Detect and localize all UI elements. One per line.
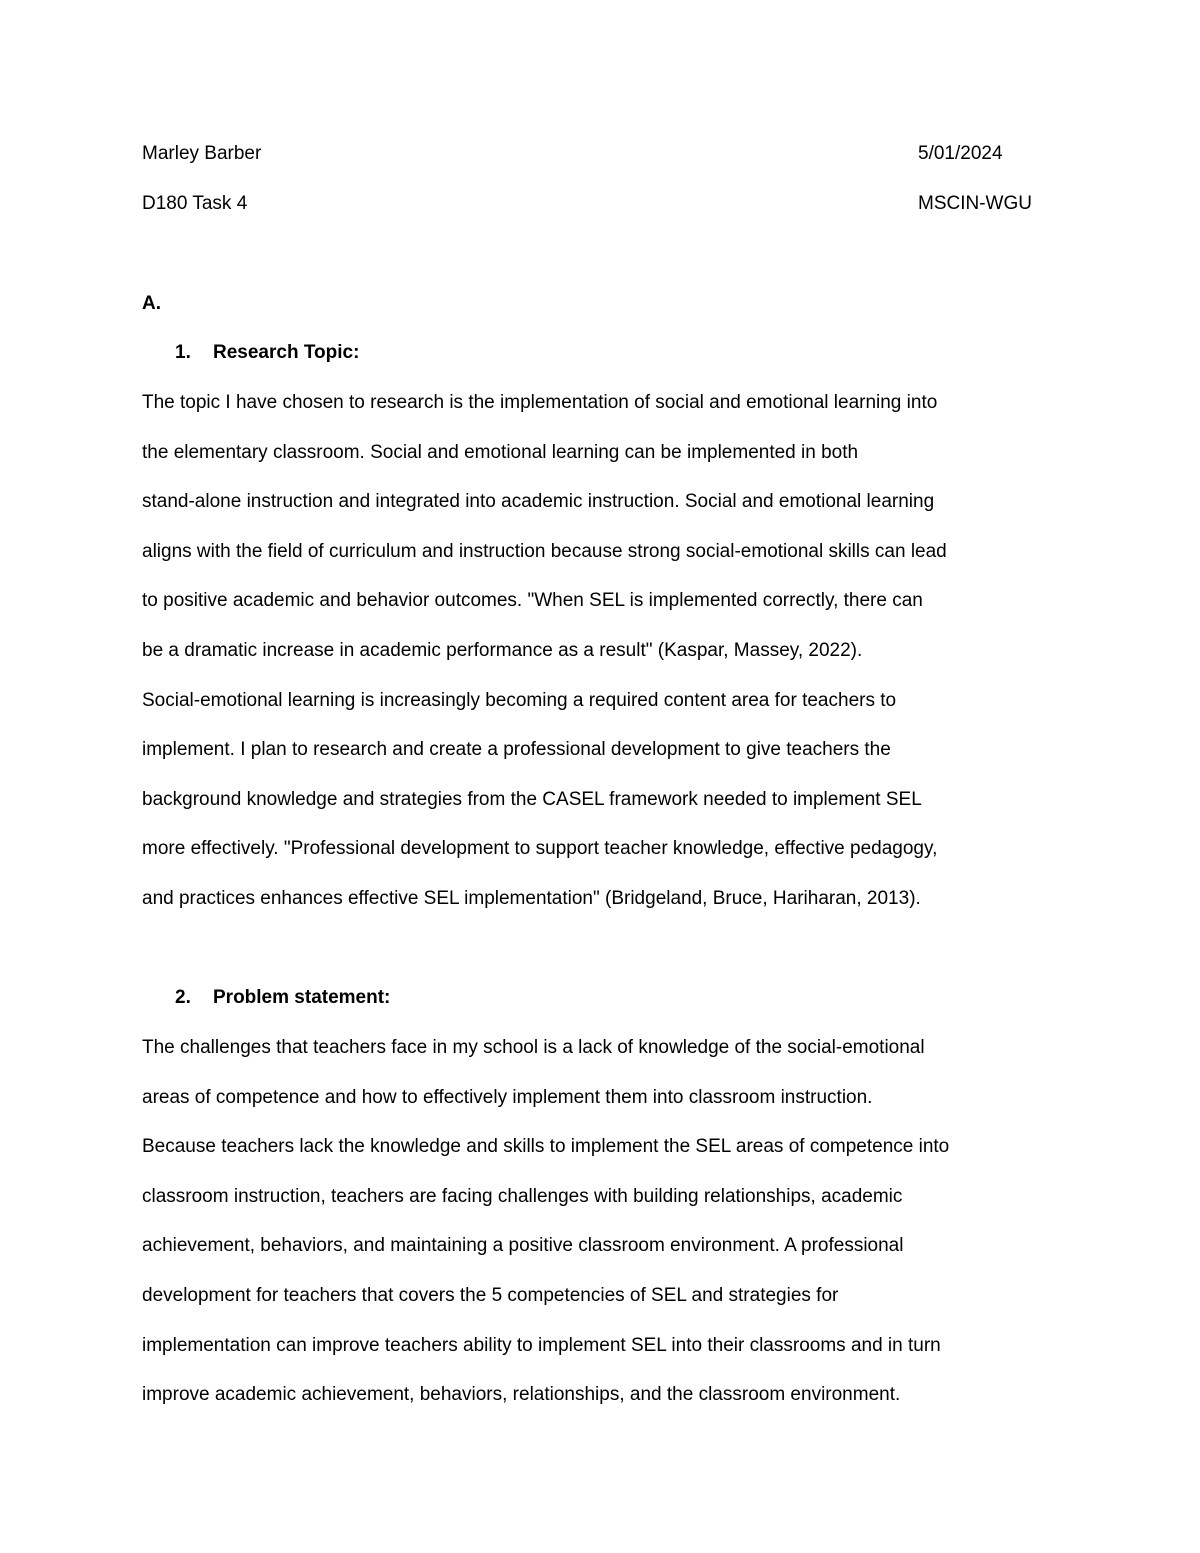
paragraph-line: more effectively. "Professional development to support teacher knowledge, effective pedagogy, bbox=[142, 838, 938, 860]
paragraph-line: background knowledge and strategies from the CASEL framework needed to implement SEL bbox=[142, 788, 922, 810]
section-letter: A. bbox=[142, 293, 161, 314]
paragraph-line: stand-alone instruction and integrated into academic instruction. Social and emotional learning bbox=[142, 491, 935, 513]
problem-statement-title: Problem statement: bbox=[213, 987, 391, 1008]
author-name: Marley Barber bbox=[142, 143, 262, 164]
paragraph-line: Social-emotional learning is increasingly becoming a required content area for teachers to bbox=[142, 689, 897, 711]
paragraph-line: improve academic achievement, behaviors, relationships, and the classroom environment. bbox=[142, 1384, 901, 1406]
paragraph-line: to positive academic and behavior outcomes. "When SEL is implemented correctly, there can bbox=[142, 590, 923, 612]
paragraph-line: areas of competence and how to effectively implement them into classroom instruction. bbox=[142, 1086, 873, 1108]
paragraph-line: implementation can improve teachers ability to implement SEL into their classrooms and in turn bbox=[142, 1334, 941, 1356]
research-topic-title: Research Topic: bbox=[213, 342, 360, 363]
paragraph-line: the elementary classroom. Social and emotional learning can be implemented in both bbox=[142, 441, 859, 463]
program-name: MSCIN-WGU bbox=[918, 193, 1032, 214]
paragraph-line: The challenges that teachers face in my school is a lack of knowledge of the social-emotional bbox=[142, 1037, 925, 1058]
paragraph-line: achievement, behaviors, and maintaining a positive classroom environment. A professional bbox=[142, 1235, 904, 1257]
problem-statement-number: 2. bbox=[175, 987, 191, 1008]
task-name: D180 Task 4 bbox=[142, 193, 248, 214]
paragraph-line: implement. I plan to research and create a professional development to give teachers the bbox=[142, 739, 891, 761]
problem-statement-heading bbox=[175, 986, 390, 1010]
paragraph-line: aligns with the field of curriculum and instruction because strong social-emotional skills can lead bbox=[142, 540, 947, 562]
paragraph-line: classroom instruction, teachers are facing challenges with building relationships, academic bbox=[142, 1185, 903, 1207]
paragraph-line: Because teachers lack the knowledge and skills to implement the SEL areas of competence into bbox=[142, 1136, 950, 1158]
paragraph-line: and practices enhances effective SEL implementation" (Bridgeland, Bruce, Hariharan, 2013). bbox=[142, 887, 921, 909]
paragraph-line: development for teachers that covers the 5 competencies of SEL and strategies for bbox=[142, 1284, 839, 1306]
paragraph-line: be a dramatic increase in academic performance as a result" (Kaspar, Massey, 2022). bbox=[142, 639, 863, 661]
research-topic-heading bbox=[175, 341, 359, 365]
paragraph-line: The topic I have chosen to research is the implementation of social and emotional learning into bbox=[142, 392, 938, 413]
research-topic-paragraph bbox=[142, 378, 1072, 924]
problem-statement-paragraph bbox=[142, 1023, 1072, 1420]
submission-date: 5/01/2024 bbox=[918, 143, 1003, 164]
research-topic-number: 1. bbox=[175, 342, 191, 363]
